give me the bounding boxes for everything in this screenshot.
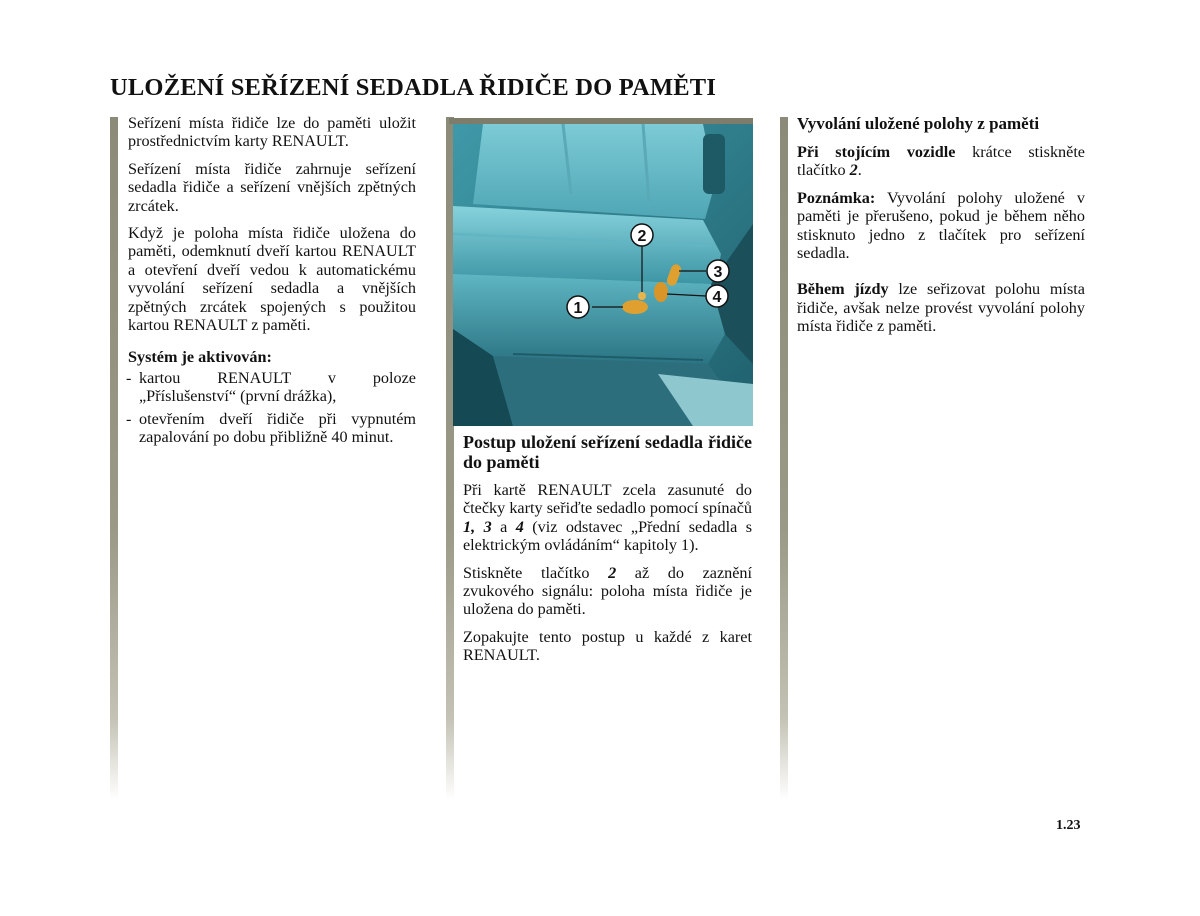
callout-2: [631, 224, 653, 246]
svg-text:1: 1: [573, 300, 583, 317]
recall-heading: Vyvolání uložené polohy z paměti: [797, 114, 1040, 133]
activation-heading: Systém je aktivován:: [128, 348, 272, 367]
save-procedure-heading: Postup uložení seřízení sedadla řidiče do paměti: [463, 432, 752, 472]
left-paragraph-3: Když je poloha místa řidiče uložena do paměti, odemknutí dveří kartou RENAULT a otevření dveří vedou k automatickému vyvolání seřízení sedadla a vnějších zpětných zrcátek spojených s použitou kartou RENAULT z paměti.: [128, 224, 416, 335]
svg-text:3: 3: [713, 264, 723, 281]
list-item: - kartou RENAULT v poloze „Příslušenství“ (první drážka),: [126, 368, 416, 406]
seat-controls-figure: [453, 124, 753, 426]
middle-paragraph-2: Stiskněte tlačítko 2 až do zaznění zvukového signálu: poloha místa řidiče je uložena do paměti.: [463, 563, 752, 619]
svg-text:4: 4: [712, 289, 722, 306]
svg-text:2: 2: [637, 228, 647, 245]
right-paragraph-2: Poznámka: Vyvolání polohy uložené v paměti je přerušeno, pokud je během něho stisknuto jedno z tlačítek pro seřízení sedadla.: [797, 188, 1085, 263]
right-column: [797, 114, 1085, 345]
left-column: [128, 114, 416, 451]
activation-list: [128, 369, 416, 447]
list-item: - otevřením dveří řidiče při vypnutém zapalování po dobu přibližně 40 minut.: [126, 409, 416, 447]
middle-paragraph-3: Zopakujte tento postup u každé z karet RENAULT.: [463, 627, 752, 665]
seat-illustration: [453, 124, 753, 426]
left-column-bar: [110, 117, 118, 800]
right-paragraph-1: Při stojícím vozidle krátce stiskněte tlačítko 2.: [797, 143, 1085, 180]
middle-paragraph-1: Při kartě RENAULT zcela zasunuté do čtečky karty seřiďte sedadlo pomocí spínačů 1, 3 a 4 (viz odstavec „Přední sedadla s elektrickým ovládáním“ kapitoly 1).: [463, 481, 753, 555]
button-2: [638, 292, 646, 300]
middle-column: [463, 432, 752, 674]
callout-4: [706, 285, 728, 307]
callout-1: [567, 296, 589, 318]
page-title: ULOŽENÍ SEŘÍZENÍ SEDADLA ŘIDIČE DO PAMĚTI: [110, 74, 717, 101]
right-column-bar: [780, 117, 788, 800]
button-1: [622, 300, 648, 314]
page-number: 1.23: [1056, 818, 1081, 833]
right-paragraph-3: Během jízdy lze seřizovat polohu místa řidiče, avšak nelze provést vyvolání polohy místa řidiče z paměti.: [797, 280, 1085, 336]
left-paragraph-1: Seřízení místa řidiče lze do paměti uložit prostřednictvím karty RENAULT.: [128, 114, 416, 151]
left-paragraph-2: Seřízení místa řidiče zahrnuje seřízení sedadla řidiče a seřízení vnějších zpětných zrcátek.: [128, 159, 416, 215]
button-4: [654, 282, 668, 302]
callout-3: [707, 260, 729, 282]
